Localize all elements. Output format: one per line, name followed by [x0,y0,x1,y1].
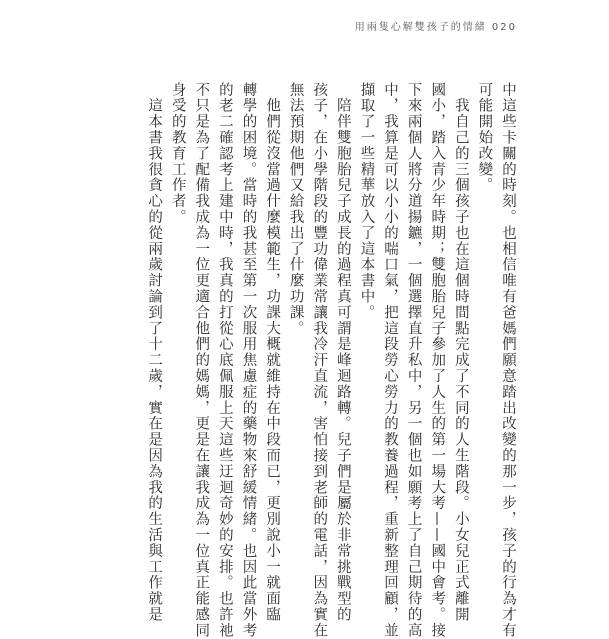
text-line: 國小，踏入青少年時期；雙胞胎兒子參加了人生的第一場大考——國中會考。接 [429,82,446,639]
text-line: 陪伴雙胞胎兒子成長的過程真可謂是峰迴路轉。兒子們是屬於非常挑戰型的 [334,82,351,623]
text-line: 孩子，在小學階段的豐功偉業常讓我冷汗直流，害怕接到老師的電話，因為實在 [311,82,328,639]
text-line: 無法預期他們又給我出了什麼功課。 [287,82,304,337]
text-line: 下來兩個人將分道揚鑣，一個選擇直升私中，另一個也如願考上了自己期待的高 [405,82,422,639]
text-line: 他們從沒當過什麼模範生，功課大概就維持在中段而已，更別說小一就面臨 [264,82,281,623]
text-line: 不只是為了配備我成為一位更適合他們的媽媽，更是在讓我成為一位真正能感同 [193,82,210,639]
text-line: 中，我算是可以小小的喘口氣，把這段勞心勞力的教養過程，重新整理回顧，並 [382,82,399,639]
running-header [355,18,517,33]
text-line: 身受的教育工作者。 [169,82,186,226]
text-line: 的老二確認考上建中時，我真的打從心底佩服上天這些迂迴奇妙的安排。也許祂 [216,82,233,639]
text-line: 可能開始改變。 [476,82,493,194]
vertical-text-body [142,82,520,639]
book-title: 用兩隻心解雙孩子的情緒 [354,22,487,33]
text-line: 我自己的三個孩子也在這個時間點完成了不同的人生階段。小女兒正式離開 [452,82,469,623]
page-number: 020 [491,22,517,33]
text-line: 轉學的困境。當時的我甚至第一次服用焦慮症的藥物來舒緩情緒。也因此當外考 [240,82,257,639]
text-line: 擷取了一些精華放入了這本書中。 [358,82,375,321]
text-line: 這本書我很貪心的從兩歲討論到了十二歲，實在是因為我的生活與工作就是 [146,82,163,623]
text-line: 中這些卡關的時刻。也相信唯有爸媽們願意踏出改變的那一步，孩子的行為才有 [500,82,516,639]
